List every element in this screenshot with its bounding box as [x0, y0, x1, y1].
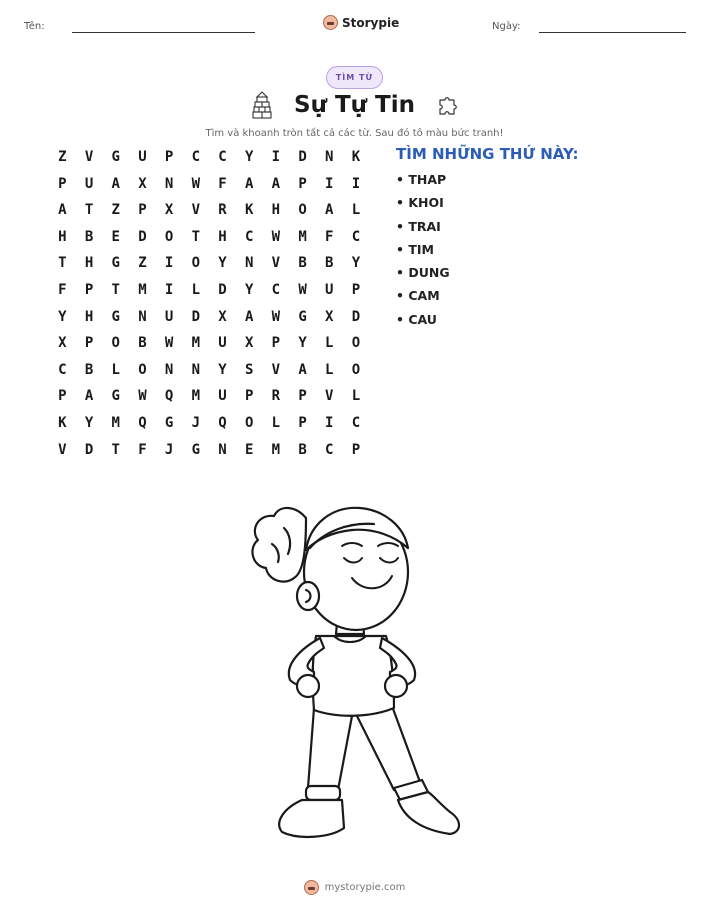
page-title: Sự Tự Tin: [294, 92, 415, 118]
grid-letter[interactable]: I: [325, 175, 334, 192]
grid-letter[interactable]: I: [351, 175, 361, 192]
confident-girl-coloring-illustration: [244, 488, 468, 852]
grid-letter[interactable]: R: [218, 202, 227, 219]
grid-letter[interactable]: Y: [84, 414, 94, 431]
grid-letter[interactable]: L: [111, 361, 120, 378]
grid-letter[interactable]: K: [244, 202, 254, 219]
grid-letter[interactable]: O: [111, 335, 120, 352]
grid-letter[interactable]: C: [218, 149, 227, 165]
grid-letter[interactable]: A: [111, 175, 120, 192]
grid-letter[interactable]: O: [138, 361, 147, 378]
grid-letter[interactable]: V: [58, 441, 67, 458]
grid-letter[interactable]: Z: [111, 202, 120, 219]
grid-letter[interactable]: B: [325, 255, 334, 272]
grid-letter[interactable]: B: [298, 255, 307, 272]
grid-letter[interactable]: M: [298, 228, 307, 245]
grid-letter[interactable]: F: [58, 281, 67, 298]
grid-letter[interactable]: G: [164, 414, 174, 431]
grid-letter[interactable]: N: [244, 255, 254, 272]
brand-name: Storypie: [342, 15, 400, 30]
grid-letter[interactable]: F: [138, 441, 147, 458]
storypie-footer-logo-icon: [304, 880, 319, 895]
grid-letter[interactable]: H: [271, 202, 281, 219]
grid-letter[interactable]: C: [271, 281, 281, 298]
grid-letter[interactable]: W: [271, 308, 281, 325]
grid-letter[interactable]: X: [164, 202, 174, 219]
grid-letter[interactable]: T: [58, 255, 67, 272]
word-list-title: TÌM NHỮNG THỨ NÀY:: [396, 145, 579, 163]
grid-letter[interactable]: O: [191, 255, 200, 272]
grid-letter[interactable]: W: [271, 228, 281, 245]
grid-letter[interactable]: J: [191, 414, 200, 431]
grid-letter[interactable]: A: [244, 308, 254, 325]
grid-letter[interactable]: O: [351, 335, 361, 352]
name-field[interactable]: [72, 32, 255, 33]
grid-letter[interactable]: S: [244, 361, 254, 378]
footer-url[interactable]: mystorypie.com: [324, 882, 406, 893]
grid-letter[interactable]: W: [298, 281, 307, 298]
word-list: [396, 171, 450, 334]
grid-letter[interactable]: G: [111, 308, 120, 325]
grid-letter[interactable]: L: [325, 361, 334, 378]
grid-letter[interactable]: H: [84, 255, 94, 272]
grid-letter[interactable]: T: [191, 228, 200, 245]
grid-letter[interactable]: Q: [138, 414, 147, 431]
grid-letter[interactable]: A: [271, 175, 281, 192]
grid-letter[interactable]: N: [164, 175, 174, 192]
grid-letter[interactable]: A: [325, 202, 334, 219]
grid-letter[interactable]: N: [164, 361, 174, 378]
word-list-item: • KHOI: [396, 195, 444, 211]
grid-letter[interactable]: P: [298, 388, 307, 405]
grid-letter[interactable]: H: [58, 228, 67, 245]
grid-letter[interactable]: Y: [244, 281, 254, 298]
grid-letter[interactable]: T: [111, 281, 120, 298]
grid-letter[interactable]: X: [244, 335, 254, 352]
grid-letter[interactable]: D: [191, 308, 200, 325]
grid-letter[interactable]: D: [218, 281, 227, 298]
grid-letter[interactable]: G: [111, 149, 120, 165]
grid-letter[interactable]: P: [271, 335, 281, 352]
grid-letter[interactable]: X: [58, 335, 67, 352]
grid-letter[interactable]: P: [298, 414, 307, 431]
grid-letter[interactable]: U: [84, 175, 94, 192]
grid-letter[interactable]: D: [351, 308, 361, 325]
grid-letter[interactable]: P: [244, 388, 254, 405]
grid-letter[interactable]: N: [138, 308, 147, 325]
word-list-item: • THAP: [396, 172, 447, 187]
grid-letter[interactable]: M: [271, 441, 281, 458]
grid-letter[interactable]: C: [325, 441, 334, 458]
grid-letter[interactable]: J: [164, 441, 174, 458]
grid-letter[interactable]: V: [271, 361, 281, 378]
grid-letter[interactable]: M: [138, 281, 147, 298]
grid-letter[interactable]: I: [164, 281, 174, 298]
grid-letter[interactable]: Y: [58, 308, 67, 325]
grid-letter[interactable]: E: [244, 441, 254, 458]
grid-letter[interactable]: L: [351, 202, 361, 219]
grid-letter[interactable]: X: [325, 308, 334, 325]
grid-letter[interactable]: B: [298, 441, 307, 458]
grid-letter[interactable]: L: [325, 335, 334, 352]
grid-letter[interactable]: G: [111, 255, 120, 272]
grid-letter[interactable]: V: [325, 388, 334, 405]
date-field[interactable]: [539, 32, 686, 33]
brand-logo: [323, 15, 399, 30]
grid-letter[interactable]: O: [244, 414, 254, 431]
grid-letter[interactable]: C: [351, 414, 361, 431]
grid-letter[interactable]: M: [111, 414, 120, 431]
grid-letter[interactable]: C: [58, 361, 67, 378]
grid-letter[interactable]: O: [351, 361, 361, 378]
grid-letter[interactable]: I: [271, 149, 281, 165]
grid-letter[interactable]: Q: [218, 414, 227, 431]
grid-letter[interactable]: A: [298, 361, 307, 378]
grid-letter[interactable]: O: [298, 202, 307, 219]
grid-letter[interactable]: V: [271, 255, 281, 272]
grid-letter[interactable]: E: [111, 228, 120, 245]
grid-letter[interactable]: T: [111, 441, 120, 458]
grid-letter[interactable]: L: [191, 281, 200, 298]
grid-letter[interactable]: W: [164, 335, 174, 352]
grid-letter[interactable]: U: [218, 388, 227, 405]
grid-letter[interactable]: Z: [138, 255, 147, 272]
grid-letter[interactable]: W: [138, 388, 147, 405]
grid-letter[interactable]: V: [191, 202, 200, 219]
grid-letter[interactable]: P: [138, 202, 147, 219]
grid-letter[interactable]: A: [84, 388, 94, 405]
grid-letter[interactable]: N: [325, 149, 334, 165]
grid-letter[interactable]: P: [351, 281, 361, 298]
grid-letter[interactable]: I: [164, 255, 174, 272]
grid-letter[interactable]: I: [325, 414, 334, 431]
puzzle-piece-icon: [436, 94, 460, 118]
grid-letter[interactable]: U: [325, 281, 334, 298]
grid-letter[interactable]: H: [84, 308, 94, 325]
grid-letter[interactable]: X: [218, 308, 227, 325]
instructions: Tìm và khoanh tròn tất cả các từ. Sau đó tô màu bức tranh!: [205, 128, 504, 139]
grid-letter[interactable]: X: [138, 175, 147, 192]
grid-letter[interactable]: Y: [218, 361, 227, 378]
activity-badge: TÌM TỪ: [326, 66, 383, 89]
grid-letter[interactable]: G: [111, 388, 120, 405]
grid-letter[interactable]: C: [191, 149, 200, 165]
grid-letter[interactable]: O: [164, 228, 174, 245]
grid-letter[interactable]: U: [218, 335, 227, 352]
grid-letter[interactable]: R: [271, 388, 281, 405]
grid-letter[interactable]: U: [164, 308, 174, 325]
grid-letter[interactable]: P: [84, 281, 94, 298]
grid-letter[interactable]: P: [58, 175, 67, 192]
grid-letter[interactable]: L: [271, 414, 281, 431]
grid-letter[interactable]: H: [218, 228, 227, 245]
grid-letter[interactable]: G: [191, 441, 200, 458]
word-list-item: • CAM: [396, 288, 440, 304]
grid-letter[interactable]: D: [84, 441, 94, 458]
grid-letter[interactable]: U: [138, 149, 147, 165]
grid-letter[interactable]: P: [84, 335, 94, 352]
grid-letter[interactable]: F: [325, 228, 334, 245]
grid-letter[interactable]: Z: [58, 149, 67, 165]
grid-letter[interactable]: M: [191, 388, 200, 405]
word-list-item: • TRAI: [396, 218, 441, 234]
grid-letter[interactable]: K: [351, 149, 361, 165]
grid-letter[interactable]: N: [218, 441, 227, 458]
grid-letter[interactable]: D: [138, 228, 147, 245]
grid-letter[interactable]: Y: [351, 255, 361, 272]
grid-letter[interactable]: K: [58, 414, 67, 431]
word-list-item: • TIM: [396, 241, 434, 257]
name-label: Tên:: [24, 21, 45, 32]
grid-letter[interactable]: N: [191, 361, 200, 378]
grid-letter[interactable]: Y: [244, 149, 254, 165]
grid-letter[interactable]: A: [58, 202, 67, 219]
grid-letter[interactable]: Y: [298, 335, 307, 352]
storypie-logo-icon: [323, 15, 338, 30]
grid-letter[interactable]: G: [298, 308, 307, 325]
grid-letter[interactable]: Q: [164, 388, 174, 405]
grid-letter[interactable]: B: [84, 361, 94, 378]
footer: [0, 880, 709, 895]
grid-letter[interactable]: L: [351, 388, 361, 405]
word-list-item: • CAU: [396, 311, 437, 327]
word-list-item: • DUNG: [396, 265, 450, 281]
word-search-grid: [49, 146, 369, 465]
grid-letter[interactable]: P: [351, 441, 361, 458]
grid-letter[interactable]: P: [58, 388, 67, 405]
grid-letter[interactable]: P: [298, 175, 307, 192]
grid-letter[interactable]: A: [244, 175, 254, 192]
grid-letter[interactable]: C: [351, 228, 361, 245]
date-label: Ngày:: [492, 21, 521, 32]
grid-letter[interactable]: F: [218, 175, 227, 192]
grid-letter[interactable]: C: [244, 228, 254, 245]
grid-letter[interactable]: M: [191, 335, 200, 352]
grid-letter[interactable]: P: [164, 149, 174, 165]
grid-letter[interactable]: W: [191, 175, 200, 192]
grid-letter[interactable]: D: [298, 149, 307, 165]
grid-letter[interactable]: B: [138, 335, 147, 352]
grid-letter[interactable]: V: [84, 149, 94, 165]
grid-letter[interactable]: T: [84, 202, 94, 219]
grid-letter[interactable]: B: [84, 228, 94, 245]
grid-letter[interactable]: Y: [218, 255, 227, 272]
